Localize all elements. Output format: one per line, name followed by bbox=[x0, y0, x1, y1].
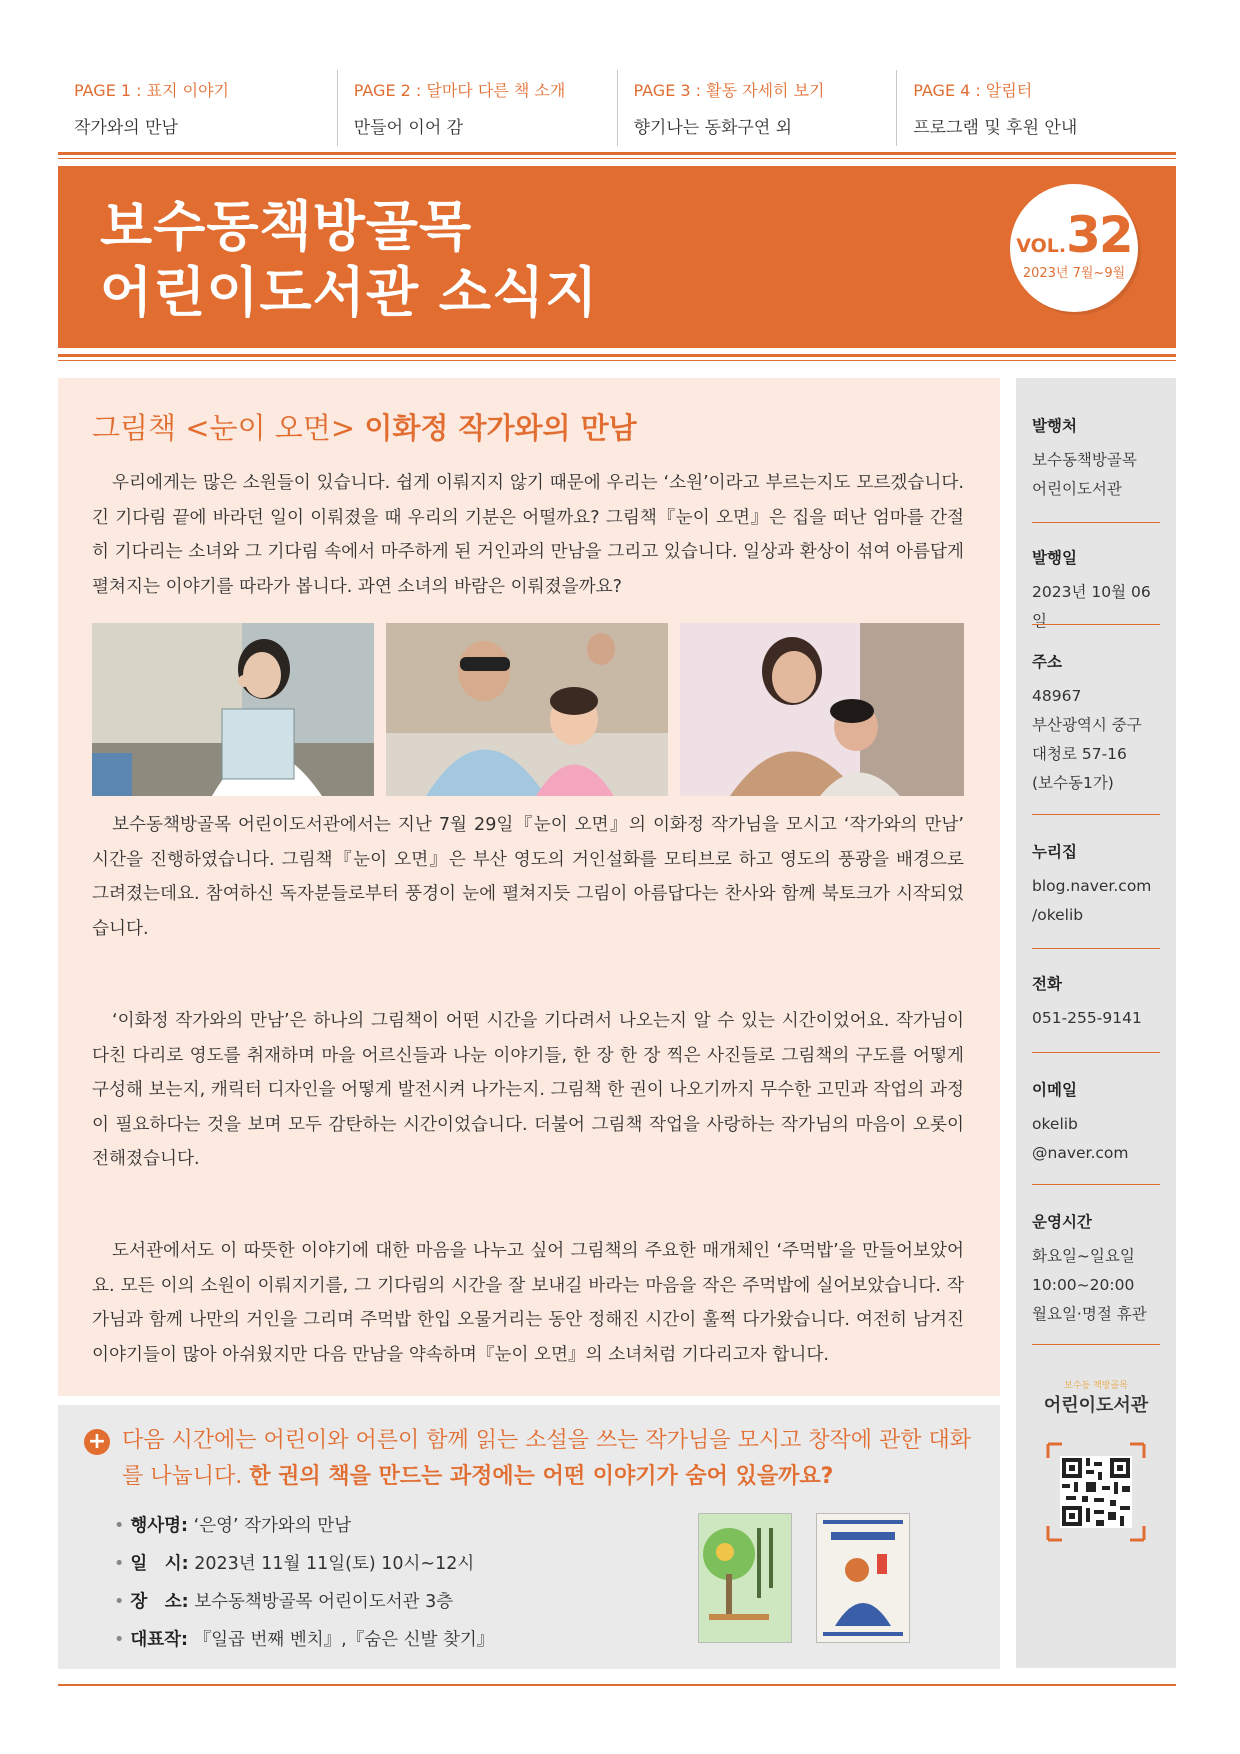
detail-value: 2023년 11월 11일(토) 10시~12시 bbox=[194, 1554, 475, 1574]
info-line: 대청로 57-16 bbox=[1032, 745, 1127, 763]
info-line: 부산광역시 중구 bbox=[1032, 716, 1142, 734]
footer-divider bbox=[58, 1684, 1176, 1686]
notice-intro: 다음 시간에는 어린이와 어른이 함께 읽는 소설을 쓰는 작가님을 모시고 창작에 관한 대화를 나눕니다. bbox=[122, 1428, 971, 1489]
info-line: 월요일·명절 휴관 bbox=[1032, 1305, 1147, 1323]
page-index-desc: 작가와의 만남 bbox=[74, 118, 178, 138]
vol-period: 2023년 7월~9월 bbox=[1022, 266, 1126, 281]
article-paragraph: ‘이화정 작가와의 만남’은 하나의 그림책이 어떤 시간을 기다려서 나오는지 알 수 있는 시간이었어요. 작가님이 다친 다리로 영도를 취재하며 마을 어르신들과 나눈 이야기들, 한 장 한 장 찍은 사진들로 그림책의 구도를 어떻게 구성해 보는지, 캐릭터 디자인을 어떻게 발전시켜 나가는지. 그림책 한 권이 나오기까지 무수한 고민과 작업의 과정이 필요하다는 것을 보며 모두 감탄하는 시간이었습니다. 더불어 그림책 작업을 사랑하는 작가님의 마음이 오롯이 전해졌습니다. bbox=[92, 1011, 964, 1169]
page-index-label: PAGE 1 : 표지 이야기 bbox=[74, 81, 229, 100]
event-detail-row bbox=[114, 1545, 494, 1583]
info-line: 10:00~20:00 bbox=[1032, 1276, 1135, 1294]
info-heading: 이메일 bbox=[1032, 1081, 1077, 1099]
notice-emphasis: 한 권의 책을 만드는 과정에는 어떤 이야기가 숨어 있을까요? bbox=[249, 1464, 834, 1489]
event-detail-row bbox=[114, 1583, 494, 1621]
info-divider bbox=[1032, 522, 1160, 523]
info-line: 051-255-9141 bbox=[1032, 1009, 1142, 1027]
detail-label: 일 시: bbox=[130, 1554, 189, 1574]
page-index-desc: 프로그램 및 후원 안내 bbox=[913, 118, 1078, 138]
publication-info-sidebar bbox=[1016, 378, 1176, 1668]
photo-strip bbox=[92, 623, 964, 796]
page-index-item bbox=[617, 70, 897, 146]
author-photo bbox=[92, 623, 374, 796]
divider bbox=[58, 152, 1176, 159]
bullet-icon: • bbox=[114, 1630, 125, 1650]
vol-number: 32 bbox=[1066, 206, 1132, 264]
book-cover-hidden-shoe bbox=[816, 1513, 910, 1643]
divider bbox=[58, 354, 1176, 361]
title-line-2: 어린이도서관 소식지 bbox=[100, 261, 599, 324]
info-line: 2023년 10월 06일 bbox=[1032, 583, 1151, 630]
book-cover-seventh-bench bbox=[698, 1513, 792, 1643]
article-paragraph: 우리에게는 많은 소원들이 있습니다. 쉽게 이뤄지지 않기 때문에 우리는 ‘소원’이라고 부르는지도 모르겠습니다. 긴 기다림 끝에 바라던 일이 이뤄졌을 때 우리의 기분은 어떨까요? 그림책『눈이 오면』은 집을 떠난 엄마를 간절히 기다리는 소녀와 그 기다림 속에서 마주하게 된 거인과의 만남을 그리고 있습니다. 일상과 환상이 섞여 아름답게 펼쳐지는 이야기를 따라가 봅니다. 과연 소녀의 바람은 이뤄졌을까요? bbox=[92, 473, 964, 597]
page-index-label: PAGE 4 : 알림터 bbox=[913, 81, 1033, 100]
info-heading: 발행일 bbox=[1032, 549, 1077, 567]
info-block-phone bbox=[1032, 972, 1160, 1033]
page-index-item bbox=[58, 70, 337, 146]
bullet-icon: • bbox=[114, 1516, 125, 1536]
info-heading: 발행처 bbox=[1032, 417, 1077, 435]
info-line: 어린이도서관 bbox=[1032, 480, 1122, 498]
info-block-address bbox=[1032, 650, 1160, 798]
page-index-nav bbox=[58, 70, 1176, 146]
page-index-label: PAGE 3 : 활동 자세히 보기 bbox=[633, 81, 825, 100]
detail-value: ‘은영’ 작가와의 만남 bbox=[193, 1516, 352, 1536]
page-index-desc: 만들어 이어 감 bbox=[353, 118, 464, 138]
masthead-banner bbox=[58, 166, 1176, 348]
info-heading: 누리집 bbox=[1032, 843, 1077, 861]
event-detail-row bbox=[114, 1507, 494, 1545]
headline-prefix: 그림책 <눈이 오면> bbox=[92, 411, 356, 445]
detail-label: 장 소: bbox=[130, 1592, 189, 1612]
info-divider bbox=[1032, 1184, 1160, 1185]
page-index-desc: 향기나는 동화구연 외 bbox=[633, 118, 793, 138]
notice-text bbox=[122, 1423, 982, 1495]
vol-prefix: VOL. bbox=[1016, 235, 1067, 257]
article-paragraph: 도서관에서도 이 따뜻한 이야기에 대한 마음을 나누고 싶어 그림책의 주요한 매개체인 ‘주먹밥’을 만들어보았어요. 모든 이의 소원이 이뤄지기를, 그 기다림의 시간을 잘 보내길 바라는 마음을 작은 주먹밥에 실어보았습니다. 작가님과 함께 나만의 거인을 그리며 주먹밥 한입 오물거리는 동안 정해진 시간이 훌쩍 다가왔습니다. 여전히 남겨진 이야기들이 많아 아쉬웠지만 다음 만남을 약속하며『눈이 오면』의 소녀처럼 기다리고자 합니다. bbox=[92, 1241, 964, 1365]
info-line: @naver.com bbox=[1032, 1144, 1129, 1162]
info-block-website bbox=[1032, 840, 1160, 930]
bullet-icon: • bbox=[114, 1554, 125, 1574]
detail-label: 대표작: bbox=[130, 1630, 189, 1650]
info-line: 48967 bbox=[1032, 687, 1082, 705]
info-line: (보수동1가) bbox=[1032, 774, 1114, 792]
detail-value: 보수동책방골목 어린이도서관 3층 bbox=[194, 1592, 454, 1612]
detail-value: 『일곱 번째 벤치』,『숨은 신발 찾기』 bbox=[193, 1630, 495, 1650]
detail-label: 행사명: bbox=[130, 1516, 189, 1536]
info-heading: 전화 bbox=[1032, 975, 1062, 993]
info-divider bbox=[1032, 624, 1160, 625]
info-line: 화요일~일요일 bbox=[1032, 1247, 1135, 1265]
info-block-email bbox=[1032, 1078, 1160, 1168]
info-line: /okelib bbox=[1032, 906, 1084, 924]
info-block-publisher bbox=[1032, 414, 1160, 504]
page-index-item bbox=[896, 70, 1176, 146]
main-article bbox=[58, 378, 1000, 1396]
page-index-label: PAGE 2 : 달마다 다른 책 소개 bbox=[353, 81, 566, 100]
page-index-item bbox=[337, 70, 617, 146]
article-paragraph: 보수동책방골목 어린이도서관에서는 지난 7월 29일『눈이 오면』의 이화정 작가님을 모시고 ‘작가와의 만남’ 시간을 진행하였습니다. 그림책『눈이 오면』은 부산 영도의 거인설화를 모티브로 하고 영도의 풍광을 배경으로 그려졌는데요. 참여하신 독자분들로부터 풍경이 눈에 펼쳐지듯 그림이 아름답다는 찬사와 함께 북토크가 시작되었습니다. bbox=[92, 815, 964, 939]
info-divider bbox=[1032, 948, 1160, 949]
info-line: 보수동책방골목 bbox=[1032, 451, 1137, 469]
article-headline bbox=[92, 406, 637, 447]
info-heading: 주소 bbox=[1032, 653, 1062, 671]
volume-badge bbox=[1010, 184, 1138, 312]
family-photo bbox=[680, 623, 964, 796]
audience-photo bbox=[386, 623, 668, 796]
info-divider bbox=[1032, 814, 1160, 815]
info-block-hours bbox=[1032, 1210, 1160, 1329]
info-divider bbox=[1032, 1344, 1160, 1345]
newsletter-title bbox=[100, 194, 598, 326]
logo-big-text: 어린이도서관 bbox=[1043, 1395, 1149, 1416]
info-divider bbox=[1032, 1052, 1160, 1053]
qr-code[interactable] bbox=[1046, 1442, 1146, 1542]
info-heading: 운영시간 bbox=[1032, 1213, 1092, 1231]
event-details bbox=[114, 1507, 494, 1659]
info-line: okelib bbox=[1032, 1115, 1078, 1133]
library-logo bbox=[1028, 1378, 1164, 1417]
info-block-date bbox=[1032, 546, 1160, 636]
plus-icon: + bbox=[84, 1429, 110, 1455]
bullet-icon: • bbox=[114, 1592, 125, 1612]
headline-emphasis: 이화정 작가와의 만남 bbox=[364, 411, 637, 445]
next-event-notice bbox=[58, 1405, 1000, 1669]
event-detail-row bbox=[114, 1621, 494, 1659]
info-line: blog.naver.com bbox=[1032, 877, 1152, 895]
title-line-1: 보수동책방골목 bbox=[100, 195, 473, 258]
logo-small-text: 보수동 책방골목 bbox=[1064, 1381, 1128, 1391]
